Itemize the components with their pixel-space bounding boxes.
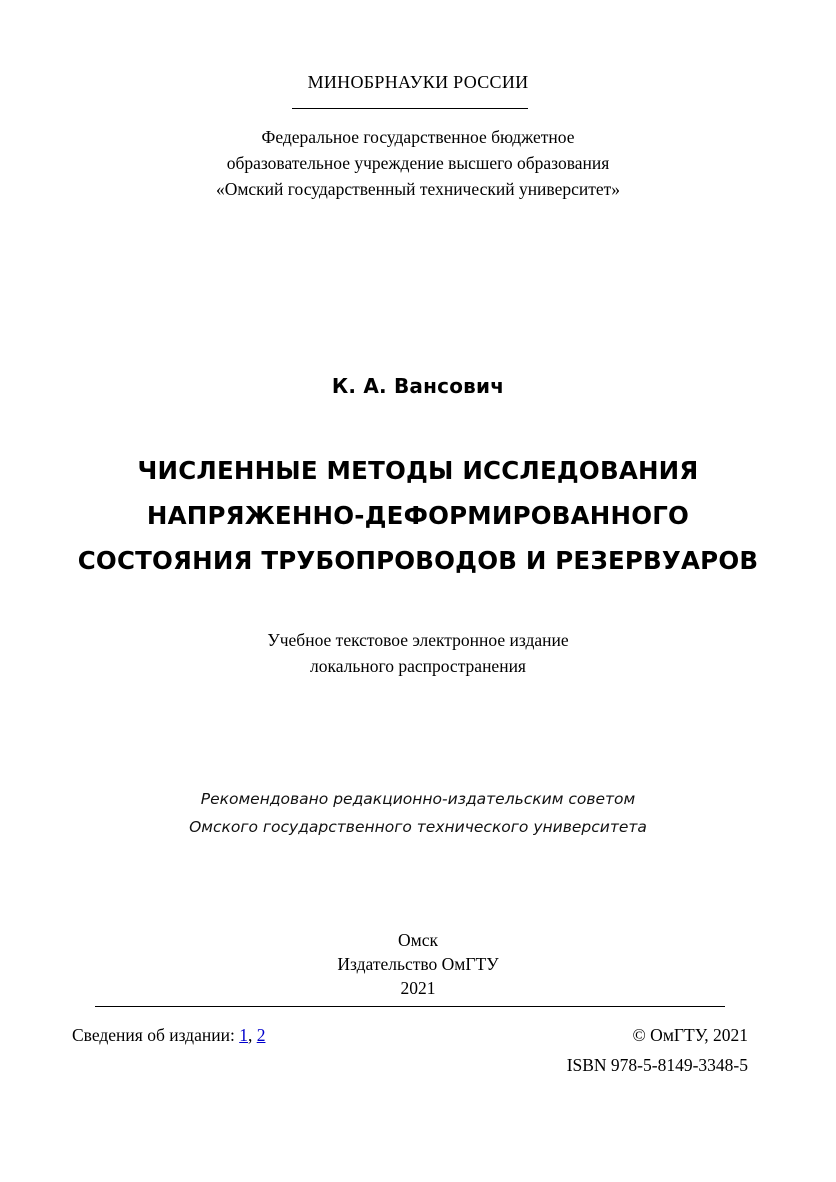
subtitle-line: локального распространения xyxy=(310,656,526,676)
imprint-block xyxy=(0,928,836,1000)
title-line: ЧИСЛЕННЫЕ МЕТОДЫ ИССЛЕДОВАНИЯ xyxy=(137,456,699,485)
title-line: НАПРЯЖЕННО-ДЕФОРМИРОВАННОГО xyxy=(146,501,690,530)
institution-line: «Омский государственный технический университет» xyxy=(215,179,621,199)
ministry-name: МИНОБРНАУКИ РОССИИ xyxy=(307,72,529,92)
edition-link-2[interactable]: 2 xyxy=(256,1025,266,1045)
edition-link-separator: , xyxy=(247,1025,257,1045)
subtitle-line: Учебное текстовое электронное издание xyxy=(267,630,569,650)
copyright-notice: © ОмГТУ, 2021 xyxy=(632,1025,748,1045)
isbn-number: ISBN 978-5-8149-3348-5 xyxy=(566,1055,748,1075)
recommendation-note xyxy=(0,785,836,841)
imprint-year: 2021 xyxy=(400,978,436,998)
edition-info-label: Сведения об издании: xyxy=(72,1025,240,1045)
institution-line: Федеральное государственное бюджетное xyxy=(261,127,575,147)
title-line: СОСТОЯНИЯ ТРУБОПРОВОДОВ И РЕЗЕРВУАРОВ xyxy=(77,546,759,575)
institution-line: образовательное учреждение высшего образования xyxy=(226,153,610,173)
edition-link-1[interactable]: 1 xyxy=(239,1025,248,1045)
header-divider xyxy=(292,108,528,109)
edition-info xyxy=(72,1025,265,1046)
imprint-publisher: Издательство ОмГТУ xyxy=(337,954,499,974)
footer-divider xyxy=(95,1006,725,1007)
recommendation-line: Рекомендовано редакционно-издательским советом xyxy=(200,790,636,808)
imprint-city: Омск xyxy=(398,930,438,950)
edition-type xyxy=(0,627,836,679)
institution-block xyxy=(0,124,836,202)
author-name: К. А. Вансович xyxy=(331,374,505,398)
book-title xyxy=(0,448,836,583)
recommendation-line: Омского государственного технического университета xyxy=(189,818,647,836)
